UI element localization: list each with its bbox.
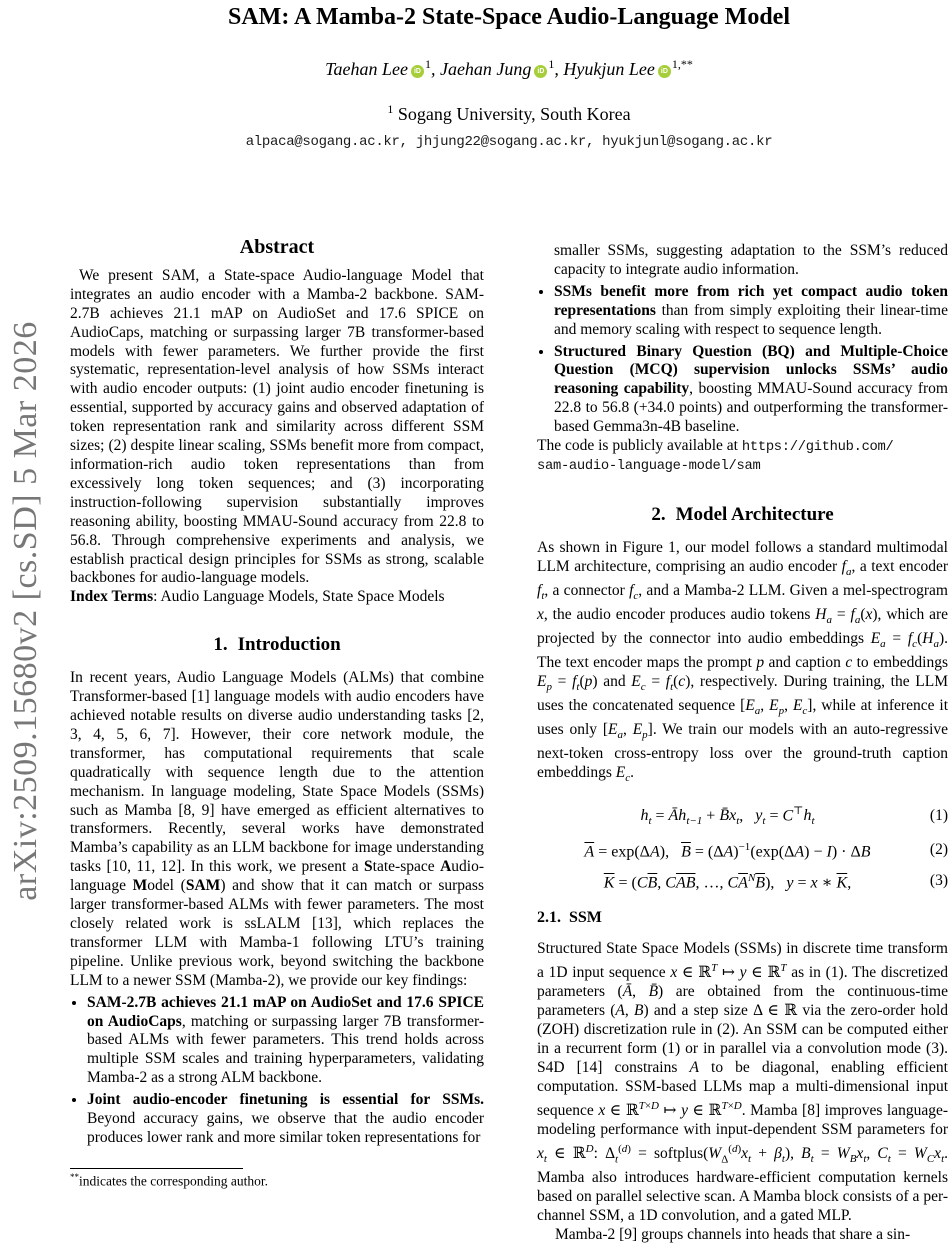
- equation-number: (3): [929, 871, 948, 889]
- github-url[interactable]: https://github.com/: [741, 440, 894, 456]
- index-terms: [70, 588, 484, 607]
- affiliation-name: Sogang University, South Korea: [393, 104, 631, 124]
- orcid-icon[interactable]: iD: [658, 65, 671, 78]
- orcid-icon[interactable]: iD: [411, 65, 424, 78]
- footnote-marker: **: [70, 1172, 79, 1182]
- code-availability-text: The code is publicly available at: [537, 437, 742, 455]
- orcid-icon[interactable]: iD: [534, 65, 547, 78]
- section-1-heading: [70, 634, 484, 656]
- finding-rest-text: Beyond accuracy gains, we observe that the audio encoder produces lower rank and more similar token representations for: [87, 1110, 484, 1146]
- equation-body: $h_t$ = $Āh_{t-1}$ + $B̄x_t$, $y_t = C^⊤h_t$: [640, 804, 815, 828]
- subsection-title: SSM: [569, 909, 602, 927]
- section-number: 1.: [213, 634, 228, 656]
- model-architecture-paragraph: As shown in Figure 1, our model follows a standard multimodal LLM architecture, comprising an audio encoder $f_a$, a text encoder $f_t$, a connector $f_c$, and a Mamba-2 LLM. Given a mel-spectrogram x, the audio encoder produces audio tokens $H_a = f_a(x)$, which are projected by the connector into audio embeddings $E_a = f_c(H_a)$. The text encoder maps the prompt p and caption c to embeddings $E_p = f_t(p)$ and $E_c = f_t(c)$, respectively. During training, the LLM uses the concatenated sequence [$E_a$, $E_p$, $E_c$], while at inference it uses only [$E_a$, $E_p$]. We train our models with an auto-regressive next-token cross-entropy loss over the ground-truth caption embeddings $E_c$.: [537, 538, 949, 784]
- subsection-2-1-heading: [537, 909, 948, 928]
- equation: [537, 802, 948, 831]
- author-superscript: 1: [424, 57, 431, 71]
- paper-title: SAM: A Mamba-2 State-Space Audio-Language Model: [227, 4, 790, 30]
- equation-body: $\overline{K} = (C\overline{B}$, $C\overline{AB}$, …, $C\overline{A}^N\overline{B}$), y = x ∗ $\overline{K}$,: [603, 872, 852, 892]
- equation: [537, 869, 948, 893]
- left-column: [70, 238, 484, 1148]
- right-column: [537, 242, 948, 1245]
- section-number: 2.: [651, 503, 666, 525]
- ssm-paragraph: Structured State Space Models (SSMs) in discrete time transform a 1D input sequence x ∈ ℝ$^T$ ↦ y ∈ ℝ$^T$ as in (1). The discretized parameters (Ā, B̄) are obtained from the continuous-time parameters (A, B) and a step size Δ ∈ ℝ via the zero-order hold (ZOH) discretization rule in (2). An SSM can be computed either in a recurrent form (1) or in parallel via a convolution mode (3). S4D [14] constrains A to be diagonal, enabling efficient computation. SSM-based LLMs map a multi-dimensional input sequence x ∈ ℝ$^{T\times D}$ ↦ y ∈ ℝ$^{T\times D}$. Mamba [8] improves language-modeling performance with input-dependent SSM parameters for $x_t$ ∈ ℝ$^D$: $\Delta_t^{(d)}$ = $softplus(W_\Delta^{(d)}x_t + \beta_t)$, $B_t = W_Bx_t$, $C_t = W_Cx_t$. Mamba also introduces hardware-efficient computation kernels based on parallel selective scan. A Mamba block consists of a per-channel SSM, a 1D convolution, and a gated MLP.: [537, 940, 949, 1224]
- section-2-heading: [537, 504, 948, 526]
- key-findings-list-continued: [537, 283, 948, 437]
- mamba2-paragraph: Mamba-2 [9] groups channels into heads that share a sin-: [555, 1225, 911, 1243]
- author-separator: ,: [430, 59, 440, 79]
- equation-number: (1): [929, 806, 948, 824]
- equation-number: (2): [929, 840, 948, 858]
- index-terms-label: Index Terms: [70, 588, 154, 606]
- finding-item: [554, 283, 948, 340]
- finding-rest-text: , boosting MMAU-Sound accuracy from 22.8 to 56.8 (+34.0 points) and outperforming the transformer-based Gemma3n-4B baseline.: [554, 380, 948, 436]
- section-title: Model Architecture: [675, 503, 834, 525]
- author-emails: alpaca@sogang.ac.kr, jhjung22@sogang.ac.kr, hyukjunl@sogang.ac.kr: [245, 134, 773, 150]
- finding-item: [87, 994, 484, 1089]
- paper-header: [70, 0, 948, 150]
- finding-bold-text: SAM-2.7B achieves 21.1 mAP on AudioSet and 17.6 SPICE on AudioCaps: [87, 993, 484, 1030]
- finding-bold-text: Structured Binary Question (BQ) and Multiple-Choice Question (MCQ) supervision unlocks SSMs’ audio reasoning capability: [554, 342, 948, 398]
- author-line: [70, 57, 948, 80]
- finding-bold-text: SSMs benefit more from rich yet compact audio token representations: [554, 282, 948, 319]
- equation: [537, 838, 948, 862]
- finding-item: [554, 343, 948, 438]
- author-superscript: 1,**: [671, 57, 693, 71]
- finding-bold-text: Joint audio-encoder finetuning is essential for SSMs.: [87, 1091, 484, 1109]
- affiliation: [70, 102, 948, 125]
- abstract-text: We present SAM, a State-space Audio-language Model that integrates an audio encoder with a Mamba-2 backbone. SAM-2.7B achieves 21.1 mAP on AudioSet and 17.6 SPICE on AudioCaps, matching or surpassing larger 7B transformer-based models with fewer parameters. We further provide the first systematic, representation-level analysis of how SSMs interact with audio encoder outputs: (1) joint audio encoder finetuning is essential, supported by accuracy gains and observed adaptation of token representation rank and similarity across different SSM sizes; (2) despite linear scaling, SSMs benefit more from compact, information-rich audio token representations than from excessively long token sequences; and (3) incorporating instruction-following supervision substantially improves reasoning ability, boosting MMAU-Sound accuracy from 22.8 to 56.8. Through comprehensive experiments and analysis, we establish practical design principles for SSMs as strong, scalable backbones for audio-language models.: [70, 266, 484, 587]
- github-url[interactable]: sam-audio-language-model/sam: [537, 458, 761, 474]
- footnote-rule: [70, 1168, 243, 1169]
- author-name: Taehan Lee: [325, 59, 408, 79]
- abstract-heading: Abstract: [239, 236, 315, 258]
- finding-rest-text: than from simply exploiting their linear-time and memory scaling with respect to sequence length.: [554, 301, 948, 338]
- equation-block: [537, 802, 948, 894]
- index-terms-list: : Audio Language Models, State Space Models: [153, 588, 445, 606]
- footnote-text: indicates the corresponding author.: [79, 1173, 268, 1189]
- footnote: [70, 1168, 484, 1190]
- subsection-number: 2.1.: [537, 909, 561, 927]
- equation-body: $\overline{A} = \exp(\Delta A)$, $\overline{B} = (\Delta A)^{-1}(\exp(\Delta A) - I) \cdot \Delta B$: [584, 841, 871, 861]
- introduction-paragraph: In recent years, Audio Language Models (ALMs) that combine Transformer-based [1] language models with audio encoders have achieved notable results on diverse audio understanding tasks [2, 3, 4, 5, 6, 7]. However, their core network module, the transformer, has computational requirements that scale quadratically with sequence length due to the attention mechanism. In language modeling, State Space Models (SSMs) such as Mamba [8, 9] have emerged as efficient alternatives to transformers. Recently, several works have demonstrated Mamba’s capability as an LLM backbone for image understanding tasks [10, 11, 12]. In this work, we present a State-space Audio-language Model (SAM) and show that it can match or surpass larger transformer-based ALMs with fewer parameters. The most closely related work is ssLALM [13], which replaces the transformer LLM with Mamba-1 following LTU’s training pipeline. Unlike previous work, beyond switching the backbone LLM to a newer SSM (Mamba-2), we provide our key findings:: [70, 669, 484, 989]
- author-superscript: 1: [548, 57, 555, 71]
- author-separator: ,: [554, 59, 564, 79]
- finding-item: [87, 1091, 484, 1148]
- finding-continuation: smaller SSMs, suggesting adaptation to the SSM’s reduced capacity to integrate audio information.: [554, 242, 948, 278]
- key-findings-list: [70, 994, 484, 1148]
- arxiv-watermark: arXiv:2509.15680v2 [cs.SD] 5 Mar 2026: [7, 321, 44, 901]
- code-availability: [537, 437, 948, 477]
- author-name: Hyukjun Lee: [563, 59, 655, 79]
- finding-rest-text: , matching or surpassing larger 7B transformer-based ALMs with fewer parameters. This trend holds across multiple SSM scales and training hyperparameters, validating Mamba-2 as a strong ALM backbone.: [87, 1012, 484, 1087]
- section-title: Introduction: [237, 634, 341, 656]
- affiliation-superscript: 1: [387, 102, 394, 116]
- author-name: Jaehan Jung: [439, 59, 532, 79]
